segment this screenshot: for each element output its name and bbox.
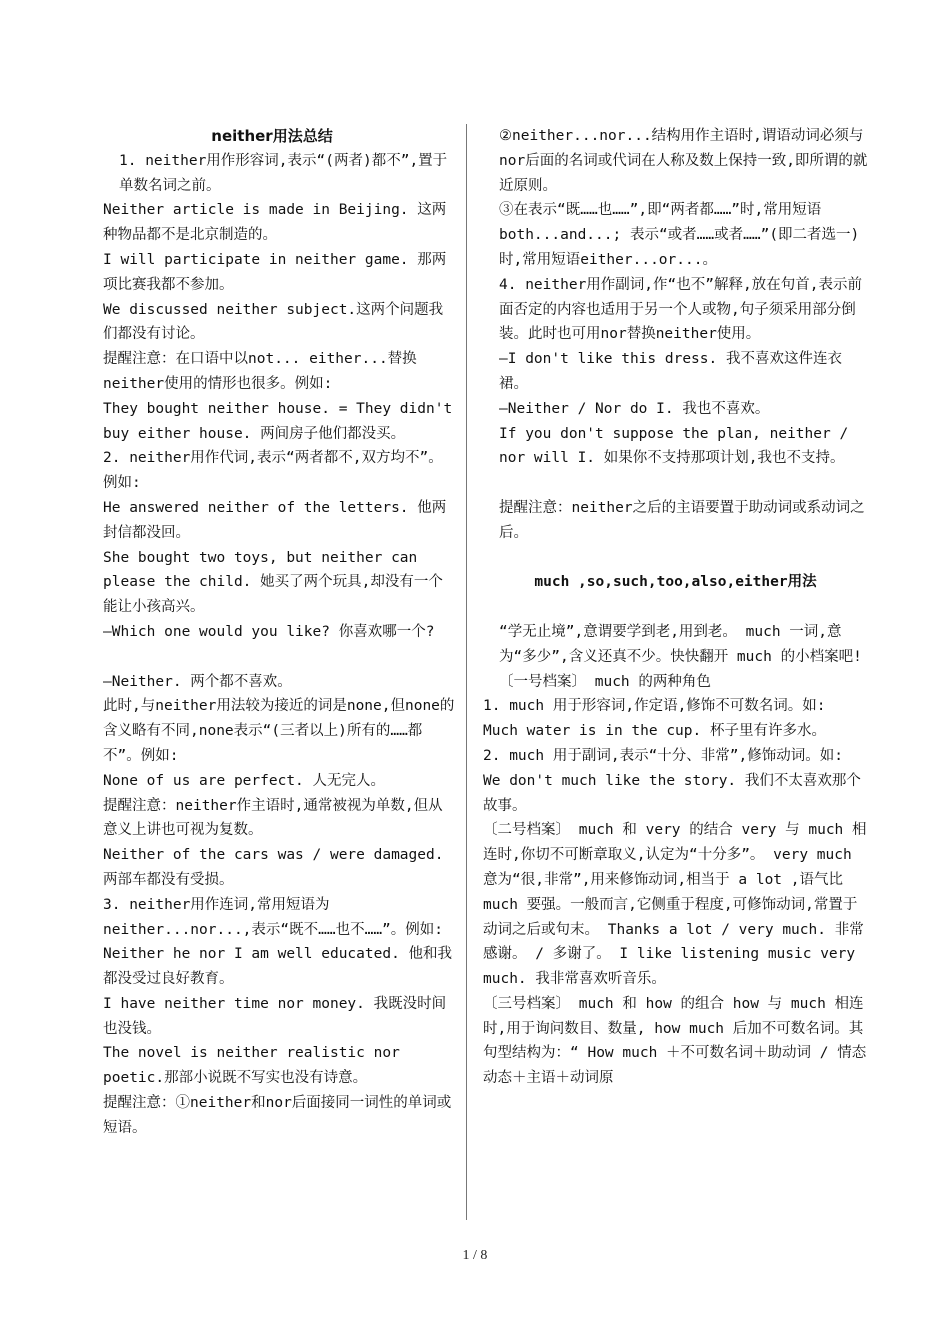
example-sentence: If you don't suppose the plan, neither / nor will I. 如果你不支持那项计划,我也不支持。 <box>499 425 849 467</box>
left-column <box>87 124 457 1141</box>
section-4-heading: 4. neither用作副词,作“也不”解释,放在句首,表示前面否定的内容也适用于另一个人或物,句子须采用部分倒装。此时也可用nor替换neither使用。 <box>499 276 862 343</box>
example-sentence: We discussed neither subject.这两个问题我们都没有讨论。 <box>103 301 444 343</box>
example-sentence: The novel is neither realistic nor poetic.那部小说既不写实也没有诗意。 <box>103 1045 400 1087</box>
dialog-line: —Which one would you like? 你喜欢哪一个? <box>103 623 435 640</box>
page-number: 1 / 8 <box>462 1248 488 1263</box>
example-sentence: None of us are perfect. 人无完人。 <box>103 772 386 789</box>
archive-paragraph: 〔二号档案〕 much 和 very 的结合 very 与 much 相连时,你切不可断章取义,认定为“十分多”。 very much 意为“很,非常”,用来修饰动词,相当于 a lot ,语气比 much 要强。一般而言,它侧重于程度,可修饰动词,常置于动词之后或句末。 Thanks a lot / very much. 非常感谢。 / 多谢了。 I like listening music very much. 我非常喜欢听音乐。 <box>483 822 867 988</box>
spacer <box>483 595 868 620</box>
archive-paragraph: 2. much 用于副词,表示“十分、非常”,修饰动词。如: We don't much like the story. 我们不太喜欢那个故事。 <box>483 747 861 814</box>
example-sentence: Neither of the cars was / were damaged. 两部车都没有受损。 <box>103 847 444 888</box>
archive-paragraph: 1. much 用于形容词,作定语,修饰不可数名词。如: Much water is in the cup. 杯子里有许多水。 <box>483 698 826 740</box>
dialog-line: —I don't like this dress. 我不喜欢这件连衣裙。 <box>499 351 842 392</box>
example-sentence: I will participate in neither game. 那两项比赛我都不参加。 <box>103 251 447 293</box>
archive-paragraph: 〔三号档案〕 much 和 how 的组合 how 与 much 相连时,用于询问数目、数量, how much 后加不可数名词。其句型结构为：“ How much ＋不可数名词＋助动词 / 情态动态＋主语＋动词原 <box>483 995 867 1087</box>
example-sentence: I have neither time nor money. 我既没时间也没钱。 <box>103 995 447 1037</box>
section-2-heading: 2. neither用作代词,表示“两者都不,双方均不”。例如: <box>103 450 443 492</box>
example-sentence: She bought two toys, but neither can please the child. 她买了两个玩具,却没有一个能让小孩高兴。 <box>103 549 443 616</box>
article-title: neither用法总结 <box>211 127 333 145</box>
note-paragraph: ③在表示“既……也……”,即“两者都……”时,常用短语both...and...; 表示“或者……或者……”(即二者选一)时,常用短语either...or...。 <box>499 202 860 268</box>
example-sentence: He answered neither of the letters. 他两封信都没回。 <box>103 499 447 541</box>
spacer <box>87 645 457 670</box>
section-3-heading: 3. neither用作连词,常用短语为neither...nor...,表示“既不……也不……”。例如: <box>103 896 444 938</box>
note-paragraph: 提醒注意：①neither和nor后面接同一词性的单词或短语。 <box>103 1095 452 1136</box>
spacer <box>483 546 868 571</box>
note-paragraph: 提醒注意：在口语中以not... either...替换neither使用的情形也很多。例如: <box>103 351 417 392</box>
column-divider <box>466 124 467 1220</box>
dialog-line: —Neither. 两个都不喜欢。 <box>103 673 292 690</box>
note-paragraph: ②neither...nor...结构用作主语时,谓语动词必须与nor后面的名词或代词在人称及数上保持一致,即所谓的就近原则。 <box>499 128 868 194</box>
example-sentence: Neither article is made in Beijing. 这两种物品都不是北京制造的。 <box>103 202 447 244</box>
section-subtitle: much ,so,such,too,also,either用法 <box>534 574 817 591</box>
spacer <box>483 471 868 496</box>
note-paragraph: 提醒注意：neither作主语时,通常被视为单数,但从意义上讲也可视为复数。 <box>103 797 443 839</box>
section-1-heading: 1. neither用作形容词,表示“(两者)都不”,置于单数名词之前。 <box>119 152 448 194</box>
right-column <box>483 124 868 1091</box>
example-sentence: Neither he nor I am well educated. 他和我都没受过良好教育。 <box>103 946 453 988</box>
note-paragraph: 提醒注意：neither之后的主语要置于助动词或系动词之后。 <box>499 499 865 541</box>
example-sentence: They bought neither house. = They didn't buy either house. 两间房子他们都没买。 <box>103 400 453 442</box>
dialog-line: —Neither / Nor do I. 我也不喜欢。 <box>499 400 770 417</box>
intro-paragraph: “学无止境”,意谓要学到老,用到老。 much 一词,意为“多少”,含义还真不少。快快翻开 much 的小档案吧! <box>499 623 862 665</box>
note-paragraph: 此时,与neither用法较为接近的词是none,但none的含义略有不同,none表示“(三者以上)所有的……都不”。例如: <box>103 698 455 764</box>
archive-heading: 〔一号档案〕 much 的两种角色 <box>499 673 711 690</box>
